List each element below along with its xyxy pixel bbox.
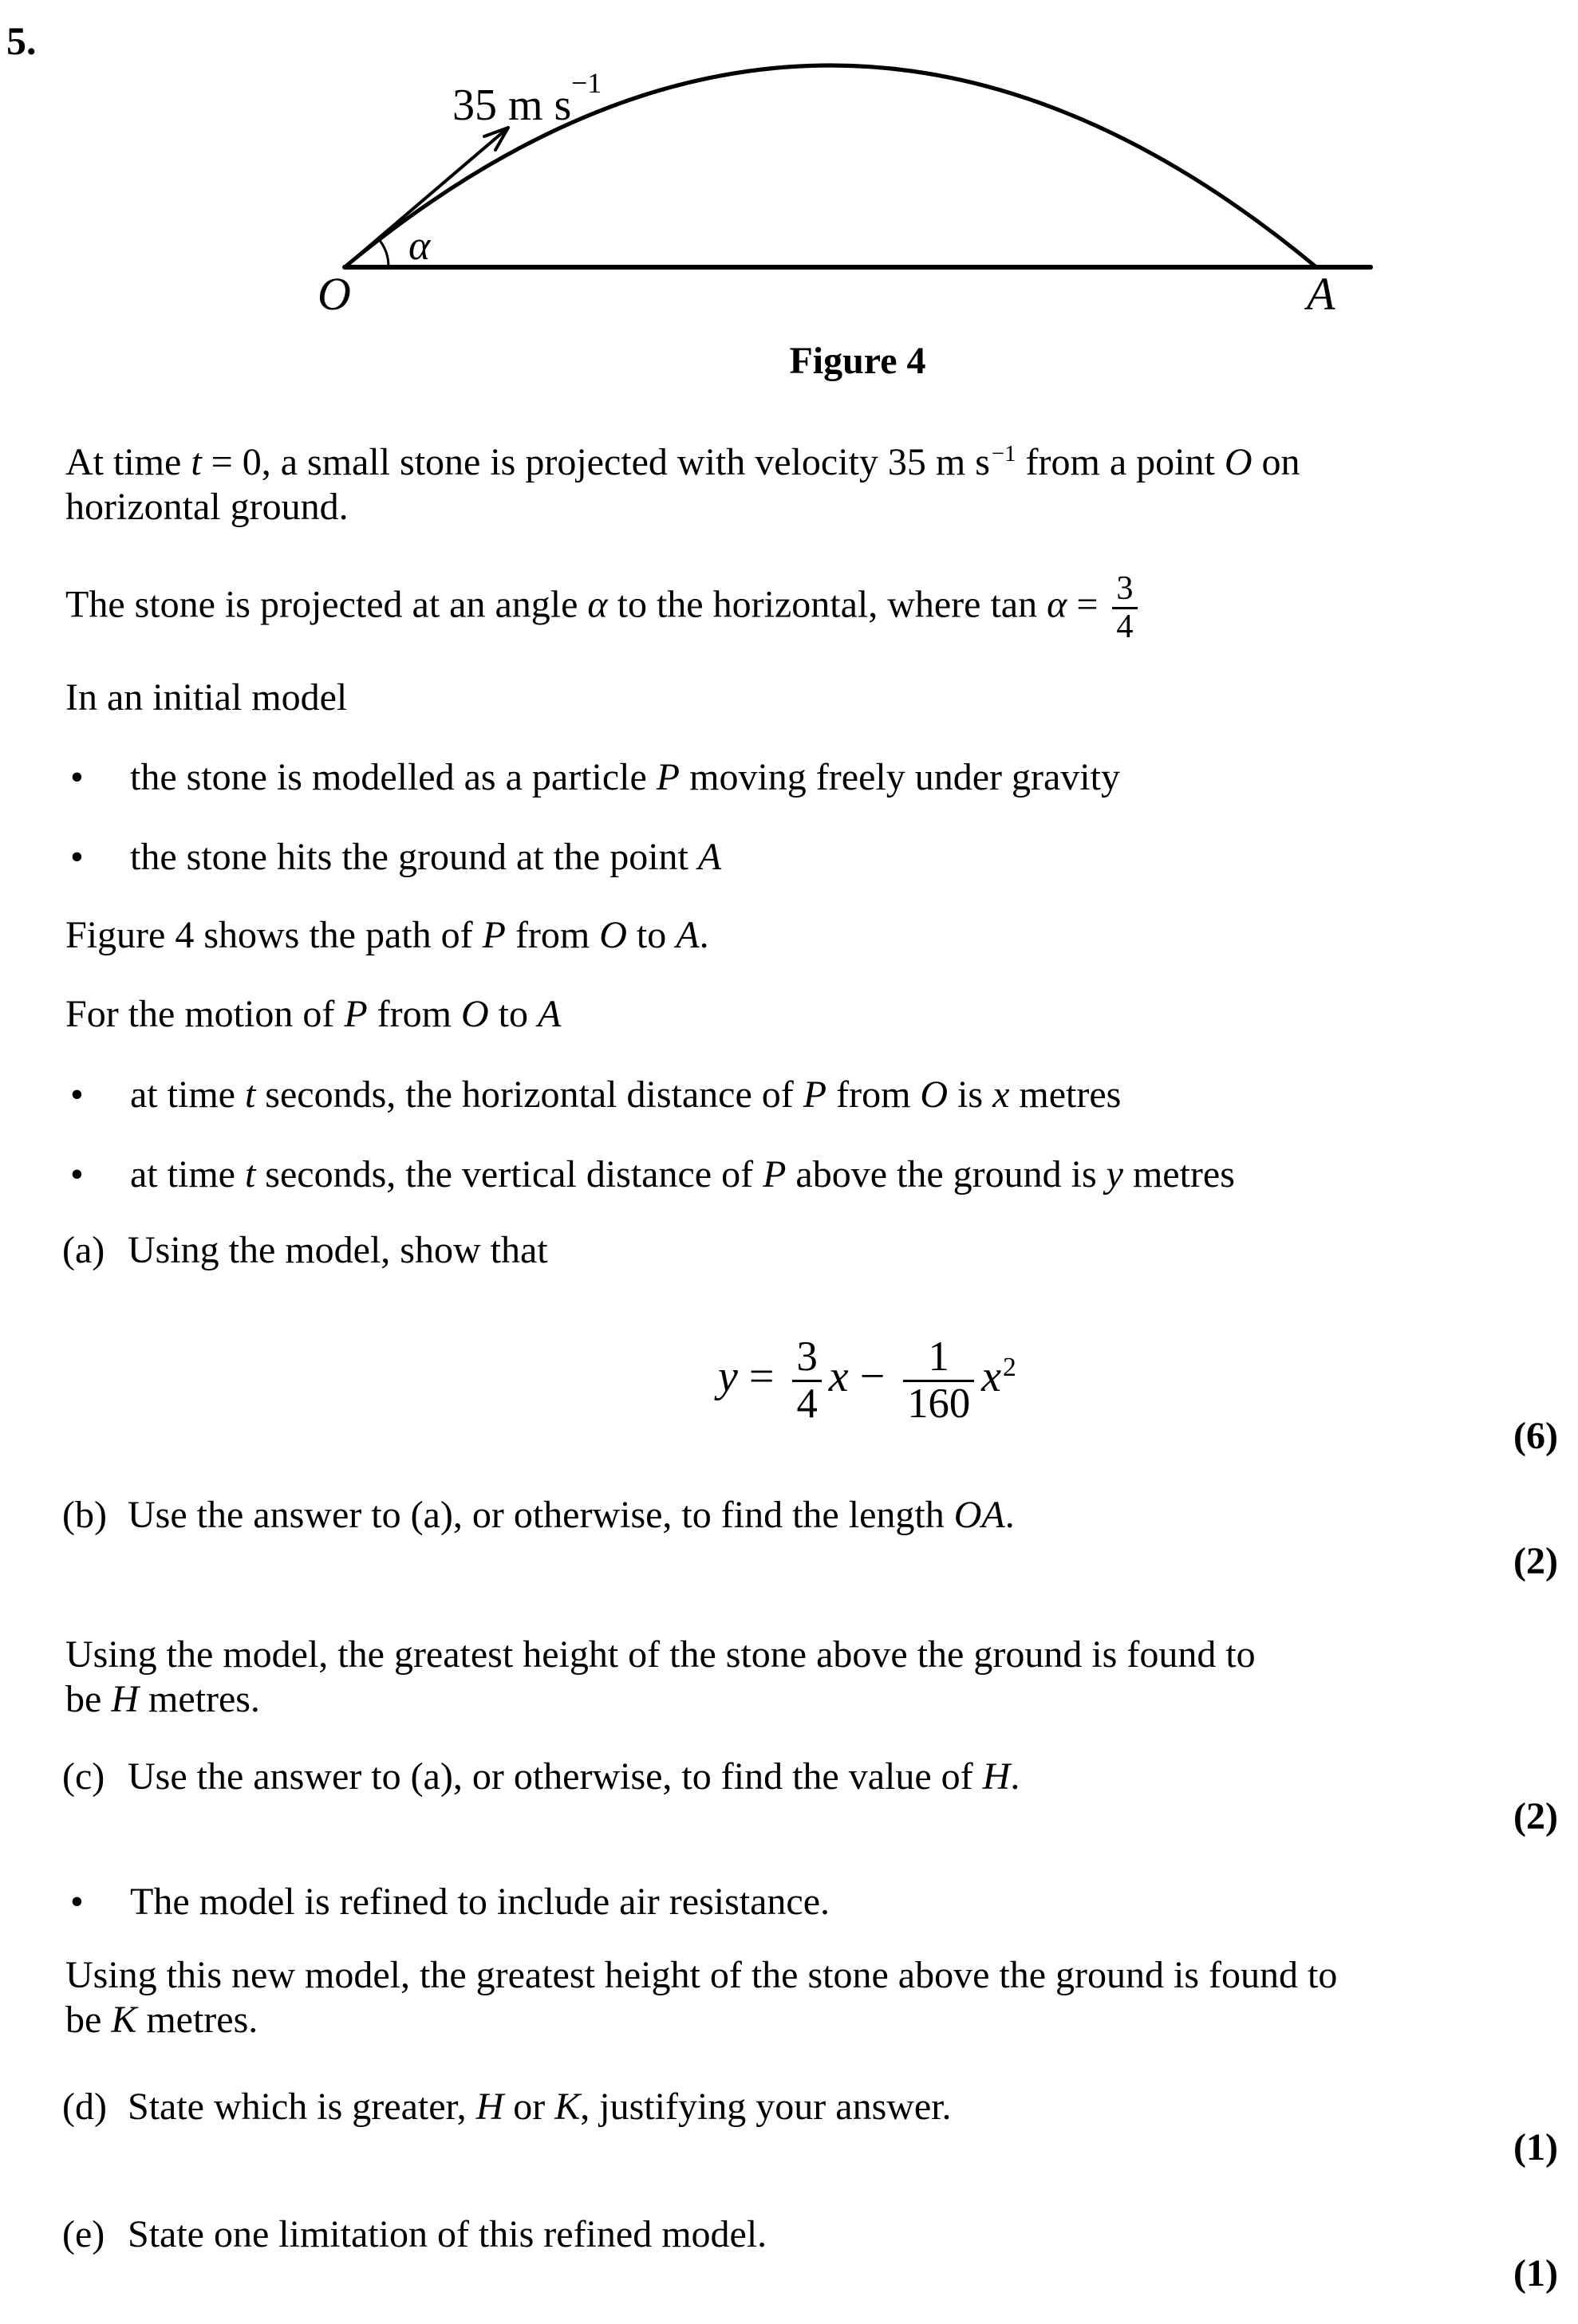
bullet-particle-gravity: • the stone is modelled as a particle P moving freely under gravity xyxy=(70,756,1120,798)
part-a-question: (a) Using the model, show that xyxy=(62,1229,548,1271)
bullet-horizontal-distance: • at time t seconds, the horizontal distance of P from O is x metres xyxy=(70,1073,1122,1116)
part-letter: (d) xyxy=(62,2086,107,2128)
paragraph-height-K-line2: be K metres. xyxy=(65,1999,258,2041)
paragraph-intro-line1: At time t = 0, a small stone is projected with velocity 35 m $s^{-1}$ from a point O on xyxy=(65,441,1300,483)
part-letter: (e) xyxy=(62,2213,105,2255)
fraction: $\frac{3}{4}$ xyxy=(1112,571,1137,645)
marks-part-b: (2) xyxy=(1513,1540,1558,1582)
bullet-marker: • xyxy=(70,1073,84,1116)
landing-point-label: A xyxy=(1307,268,1335,320)
marks-part-c: (2) xyxy=(1513,1795,1558,1838)
fraction: $\frac{1}{160}$ xyxy=(903,1335,974,1427)
angle-arc xyxy=(378,238,389,267)
velocity-label-superscript: −1 xyxy=(571,67,602,99)
part-b-question: (b) Use the answer to (a), or otherwise, to find the length OA. xyxy=(62,1494,1015,1536)
part-d-question: (d) State which is greater, H or K, justifying your answer. xyxy=(62,2086,952,2128)
bullet-marker: • xyxy=(70,836,84,878)
part-e-question: (e) State one limitation of this refined model. xyxy=(62,2213,767,2255)
bullet-air-resistance: • The model is refined to include air resistance. xyxy=(70,1881,830,1923)
origin-point-label: O xyxy=(318,268,351,320)
paragraph-figure-shows: Figure 4 shows the path of P from O to A. xyxy=(65,914,709,956)
figure-projectile-diagram xyxy=(0,0,1578,399)
part-letter: (a) xyxy=(62,1229,105,1271)
part-letter: (b) xyxy=(62,1494,107,1536)
paragraph-angle: The stone is projected at an angle α to the horizontal, where tan α = $\frac{3}{4}$ xyxy=(65,571,1142,645)
velocity-label: 35 m s xyxy=(452,81,572,130)
bullet-marker: • xyxy=(70,756,84,798)
marks-part-a: (6) xyxy=(1513,1415,1558,1457)
part-c-question: (c) Use the answer to (a), or otherwise, to find the value of H. xyxy=(62,1755,1020,1798)
marks-part-e: (1) xyxy=(1513,2252,1558,2294)
bullet-vertical-distance: • at time t seconds, the vertical distance of P above the ground is y metres xyxy=(70,1153,1235,1195)
marks-part-d: (1) xyxy=(1513,2126,1558,2168)
paragraph-height-K-line1: Using this new model, the greatest height of the stone above the ground is found to xyxy=(65,1954,1338,1996)
figure-caption: Figure 4 xyxy=(789,340,926,382)
bullet-marker: • xyxy=(70,1881,84,1923)
paragraph-height-H-line1: Using the model, the greatest height of the stone above the ground is found to xyxy=(65,1633,1256,1676)
part-letter: (c) xyxy=(62,1755,105,1798)
question-number: 5. xyxy=(6,18,37,63)
paragraph-motion: For the motion of P from O to A xyxy=(65,993,562,1035)
paragraph-height-H-line2: be H metres. xyxy=(65,1678,260,1720)
fraction: $\frac{3}{4}$ xyxy=(792,1335,821,1427)
equation-trajectory: y = $\frac{3}{4}$ x − $\frac{1}{160}$ $x^2$ xyxy=(718,1333,1016,1427)
paragraph-initial-model: In an initial model xyxy=(65,676,348,719)
bullet-hits-ground: • the stone hits the ground at the point A xyxy=(70,836,722,878)
angle-label: α xyxy=(408,223,431,269)
paragraph-intro-line2: horizontal ground. xyxy=(65,486,349,528)
bullet-marker: • xyxy=(70,1153,84,1195)
